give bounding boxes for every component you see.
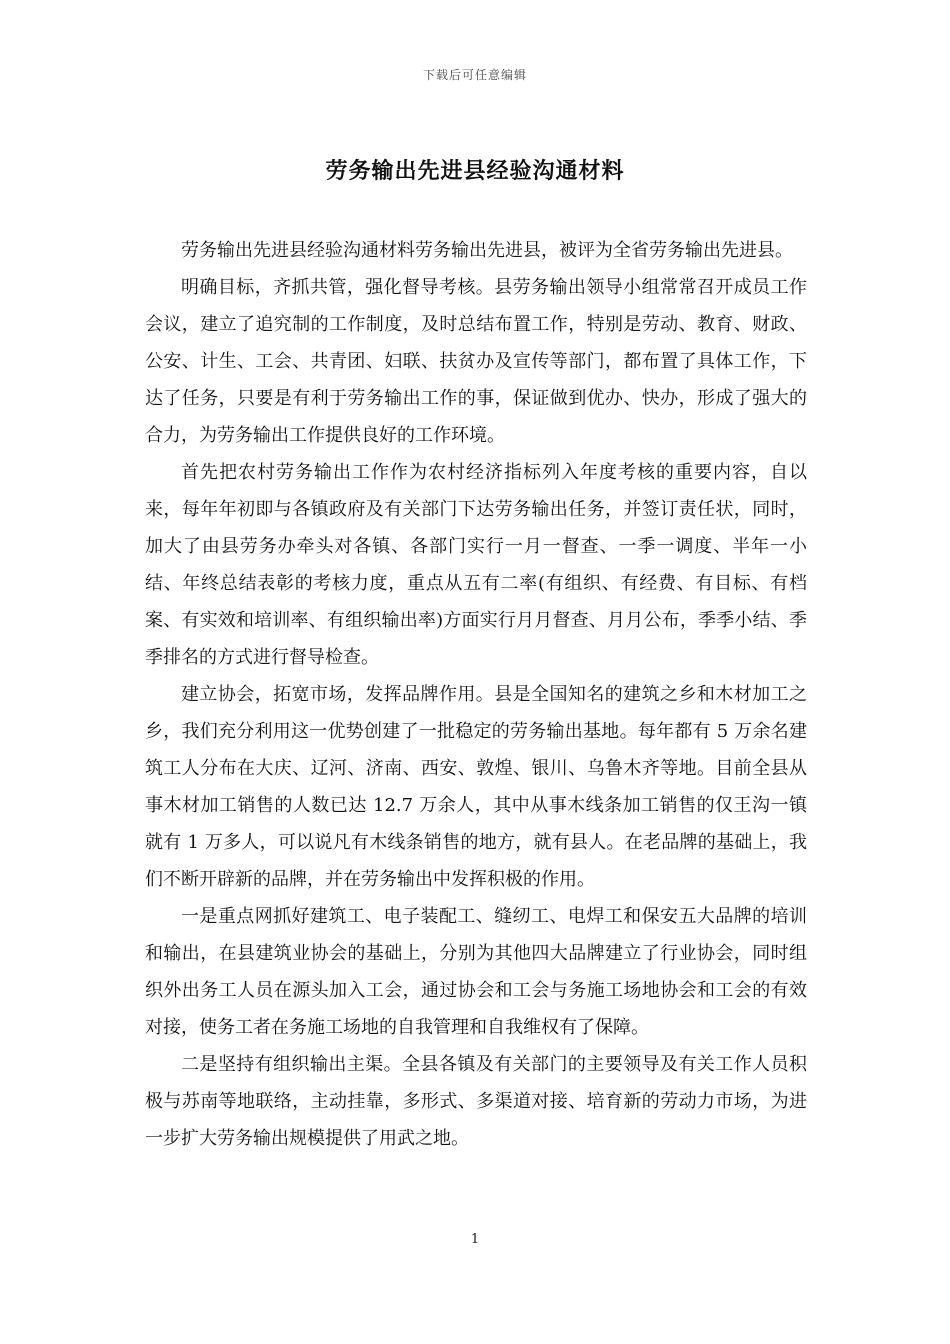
paragraph: 一是重点网抓好建筑工、电子装配工、缝纫工、电焊工和保安五大品牌的培训和输出，在县建筑业协会的基础上，分别为其他四大品牌建立了行业协会，同时组织外出务工人员在源头加入工会，通过协会和工会与务施工场地协会和工会的有效对接，使务工者在务施工场地的自我管理和自我维权有了保障。 [145, 906, 807, 1038]
paragraph: 首先把农村劳务输出工作作为农村经济指标列入年度考核的重要内容，自以来，每年年初即与各镇政府及有关部门下达劳务输出任务，并签订责任状，同时，加大了由县劳务办牵头对各镇、各部门实行一月一督查、一季一调度、半年一小结、年终总结表彰的考核力度，重点从五有二率(有组织、有经费、有目标、有档案、有实效和培训率、有组织输出率)方面实行月月督查、月月公布，季季小结、季季排名的方式进行督导检查。 [145, 462, 807, 668]
document-body [145, 232, 807, 1157]
paragraph: 建立协会，拓宽市场，发挥品牌作用。县是全国知名的建筑之乡和木材加工之乡，我们充分利用这一优势创建了一批稳定的劳务输出基地。每年都有 5 万余名建筑工人分布在大庆、辽河、济南、西安、敦煌、银川、乌鲁木齐等地。目前全县从事木材加工销售的人数已达 12.7 万余人，其中从事木线条加工销售的仅王沟一镇就有 1 万多人，可以说凡有木线条销售的地方，就有县人。在老品牌的基础上，我们不断开辟新的品牌，并在劳务输出中发挥积极的作用。 [145, 684, 807, 890]
page-number: 1 [470, 1232, 480, 1247]
document-title: 劳务输出先进县经验沟通材料 [325, 158, 625, 184]
paragraph: 劳务输出先进县经验沟通材料劳务输出先进县，被评为全省劳务输出先进县。 [181, 240, 793, 261]
paragraph: 二是坚持有组织输出主渠。全县各镇及有关部门的主要领导及有关工作人员积极与苏南等地联络，主动挂靠，多形式、多渠道对接、培育新的劳动力市场，为进一步扩大劳务输出规模提供了用武之地。 [145, 1054, 807, 1149]
header-note: 下载后可任意编辑 [422, 68, 527, 82]
paragraph: 明确目标，齐抓共管，强化督导考核。县劳务输出领导小组常常召开成员工作会议，建立了追究制的工作制度，及时总结布置工作，特别是劳动、教育、财政、公安、计生、工会、共青团、妇联、扶贫办及宣传等部门，都布置了具体工作，下达了任务，只要是有利于劳务输出工作的事，保证做到优办、快办，形成了强大的合力，为劳务输出工作提供良好的工作环境。 [145, 277, 807, 446]
